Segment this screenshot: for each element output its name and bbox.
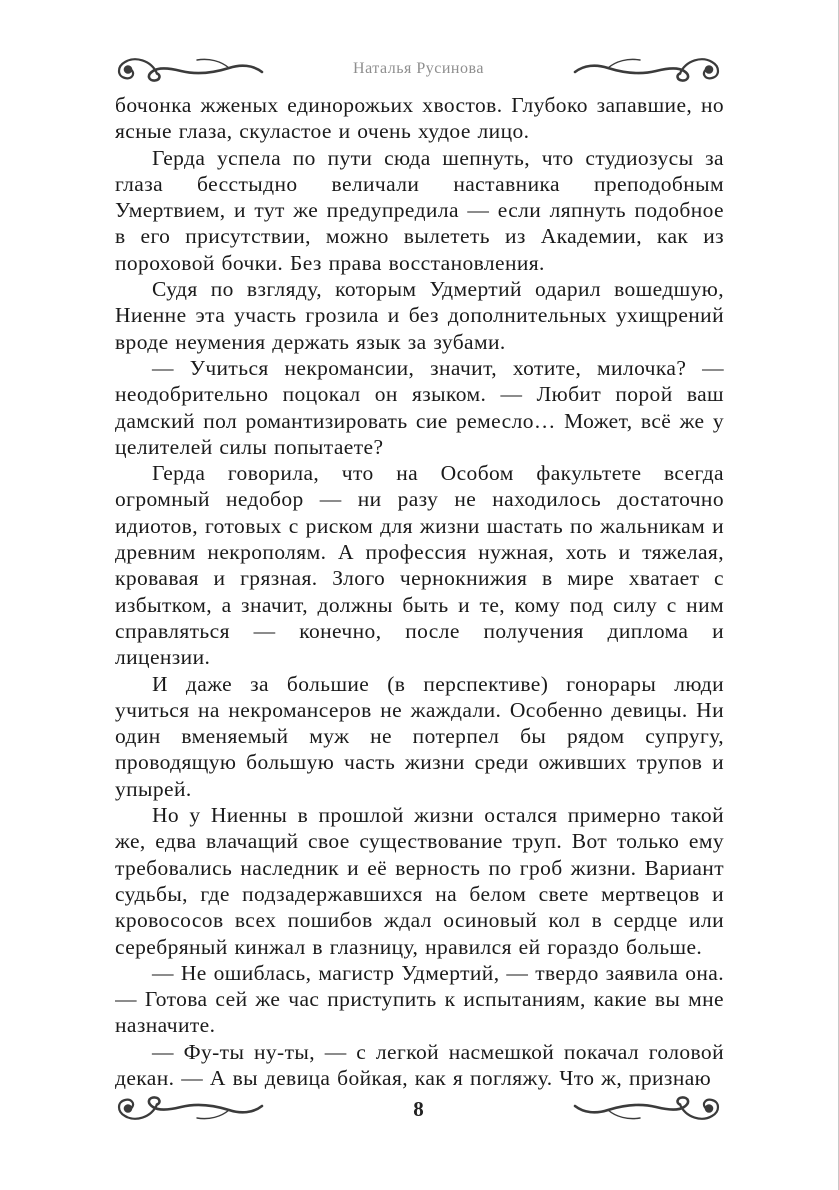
paragraph: Но у Ниенны в прошлой жизни остался примерно такой же, едва влачащий свое существование труп. Вот только ему требовались наследник и её верность по гроб жизни. Вариант судьбы, где подзадержавшихся на белом свете мертвецов и кровососов всех пошибов ждал осиновый кол в сердце или серебряный кинжал в глазницу, нравился ей гораздо больше. [115, 803, 724, 959]
paragraph: — Учиться некромансии, значит, хотите, милочка? — неодобрительно поцокал он языком. — Любит порой ваш дамский пол романтизировать сие ремесло… Может, всё же у целителей силы попытаете? [115, 355, 724, 459]
paragraph: Герда говорила, что на Особом факультете всегда огромный недобор — ни разу не находилось достаточно идиотов, готовых с риском для жизни шастать по жальникам и древним некрополям. А профессия нужная, хоть и тяжелая, кровавая и грязная. Злого чернокнижия в мире хватает с избытком, а значит, должны быть и те, кому под силу с ним справляться — конечно, после получения диплома и лицензии. [115, 461, 724, 670]
paragraph: И даже за большие (в перспективе) гонорары люди учиться на некромансеров не жаждали. Особенно девицы. Ни один вменяемый муж не потерпел бы рядом супругу, проводящую большую часть жизни среди оживших трупов и упырей. [115, 671, 724, 801]
bottom-right-flourish-icon [572, 1094, 724, 1124]
paragraph: Судя по взгляду, которым Удмертий одарил вошедшую, Ниенне эта участь грозила и без дополнительных ухищрений вроде неумения держать язык за зубами. [115, 277, 724, 354]
page-text [115, 92, 724, 1092]
top-right-flourish-icon [572, 54, 724, 84]
page-number: 8 [413, 1096, 424, 1121]
author-name: Наталья Русинова [353, 60, 484, 77]
paragraph: — Фу-ты ну-ты, — с легкой насмешкой покачал головой декан. — А вы девица бойкая, как я погляжу. Что ж, признаю [115, 1039, 724, 1090]
paragraph: бочонка жженых единорожьих хвостов. Глубоко запавшие, но ясные глаза, скуластое и очень худое лицо. [115, 93, 724, 144]
bottom-left-flourish-icon [113, 1094, 265, 1124]
top-left-flourish-icon [113, 54, 265, 84]
page-footer [113, 1092, 724, 1126]
paragraph: — Не ошиблась, магистр Удмертий, — твердо заявила она. — Готова сей же час приступить к испытаниям, какие вы мне назначите. [115, 960, 724, 1038]
page-header [113, 52, 724, 86]
paragraph: Герда успела по пути сюда шепнуть, что студиозусы за глаза бесстыдно величали наставника преподобным Умертвием, и тут же предупредила — если ляпнуть подобное в его присутствии, можно вылететь из Академии, как из пороховой бочки. Без права восстановления. [115, 145, 724, 275]
